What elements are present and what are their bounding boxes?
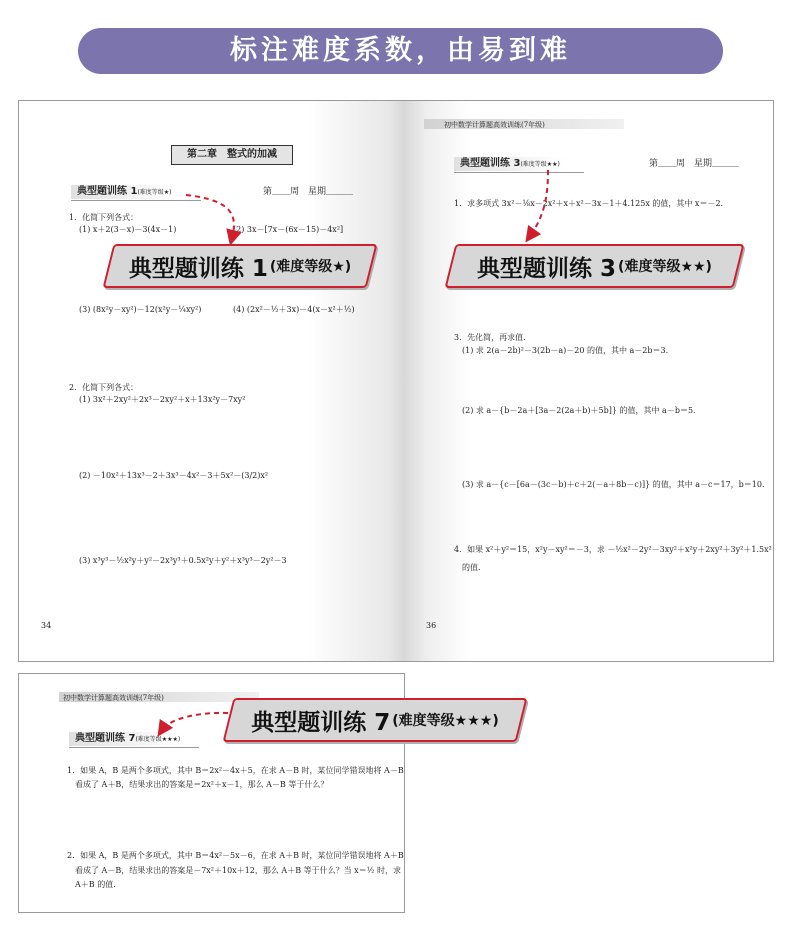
question-1-head: 1．化简下列各式： [69,213,139,222]
question-1-4: (4) (2x²－½＋3x)－4(x－x²＋½) [233,305,355,314]
question-2-1: (1) 3x²＋2xy²＋2x³－2xy²＋x＋13x²y－7xy² [79,395,246,404]
page-number-right: 36 [426,621,437,630]
right-page [404,101,773,661]
week-line: 第＿＿周 星期＿＿＿ [649,159,740,169]
difficulty-callout-3 [445,244,745,288]
question-1-1: (1) x＋2(3－x)－3(4x－1) [79,225,177,234]
question-4-line2: 的值． [462,563,486,572]
callout-level: (难度等级★★) [618,259,712,275]
difficulty-callout-1 [103,244,378,288]
tag-title: 典型题训练 7 [75,733,136,744]
question-3-head: 3．先化简，再求值． [454,333,532,342]
tag-title: 典型题训练 1 [77,186,138,197]
callout-title: 典型题训练 1 [128,255,268,282]
callout-level: (难度等级★★★) [392,713,499,729]
book-spread [18,100,774,662]
question-2-2: (2) －10x²＋13x³－2＋3x³－4x²－3＋5x²－(3/2)x² [79,471,269,480]
question-1-3: (3) (8x²y－xy²)－12(x²y－¼xy²) [79,305,202,314]
question-1-2: (2) 3x－[7x－(6x－15)－4x²] [233,225,344,234]
question-1-line2: 看成了 A＋B，结果求出的答案是＝2x²＋x－1，那么 A－B 等于什么？ [75,780,329,789]
left-page [19,101,404,661]
question-3-3: (3) 求 a－{c－[6a－(3c－b)＋c＋2(－a＋8b－c)]} 的值，其中 a－c＝17，b＝10. [462,480,765,489]
exercise-tag-small [454,157,566,171]
callout-title: 典型题训练 3 [477,255,617,282]
headline-banner: 标注难度系数，由易到难 [78,28,723,74]
tag-title: 典型题训练 3 [460,158,521,169]
page-number-left: 34 [41,621,52,630]
callout-title: 典型题训练 7 [251,709,391,736]
question-2-3: (3) x³y³－½x²y＋y²－2x³y³＋0.5x²y＋y²＋x³y³－2y²－3 [79,556,287,565]
running-header: 初中数学计算题高效训练(7年级) [444,121,545,129]
exercise-tag-small [69,732,186,746]
difficulty-callout-7 [223,698,528,742]
question-1-line1: 1．如果 A，B 是两个多项式，其中 B＝2x²－4x＋5，在求 A－B 时，某位同学错误地将 A－B [67,766,404,775]
running-header: 初中数学计算题高效训练(7年级) [63,694,164,702]
question-2-head: 2．化简下列各式： [69,383,139,392]
exercise-tag-small [71,185,178,199]
question-2-line1: 2．如果 A，B 是两个多项式，其中 B＝4x²－5x－6，在求 A＋B 时，某位同学错误地将 A＋B [67,851,404,860]
tag-level: (难度等级★★★) [135,736,181,743]
question-3-2: (2) 求 a－{b－2a＋[3a－2(2a＋b)＋5b]} 的值，其中 a－b＝5. [462,406,696,415]
week-line: 第＿＿周 星期＿＿＿ [263,187,354,197]
tag-level: (难度等级★) [137,189,172,196]
chapter-title: 第二章 整式的加减 [171,145,293,165]
question-2-line3: A＋B 的值． [75,880,122,889]
callout-level: (难度等级★) [269,259,352,275]
question-3-1: (1) 求 2(a－2b)²－3(2b－a)－20 的值，其中 a－2b＝3. [462,346,669,355]
tag-level: (难度等级★★) [520,161,560,168]
question-4-line1: 4．如果 x²＋y²＝15，x²y－xy²＝－3，求 －½x²－2y²－3xy²＋x²y＋2xy²＋3y²＋1.5x² [454,545,772,554]
question-2-line2: 看成了 A－B，结果求出的答案是－7x²＋10x＋12，那么 A＋B 等于什么？当 x＝½ 时，求 [75,866,401,875]
question-1: 1．求多项式 3x²－⅛x－2x²＋x＋x²－3x－1＋4.125x 的值，其中 x＝－2. [454,199,724,208]
